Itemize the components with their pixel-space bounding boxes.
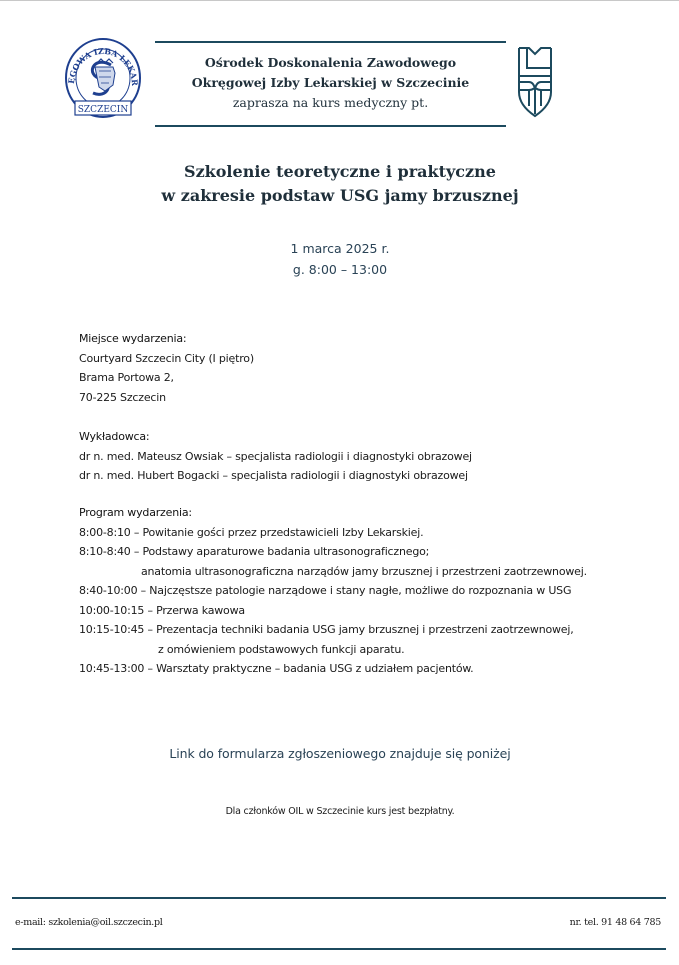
program-item-text: Najczęstsze patologie narządowe i stany nagłe, możliwe do rozpoznania w USG (149, 584, 572, 597)
program-item (79, 581, 639, 601)
event-date-block (200, 238, 480, 280)
program-section (79, 503, 639, 679)
footer-phone: nr. tel. 91 48 64 785 (569, 917, 661, 928)
header-line-invitation: zaprasza na kurs medyczny pt. (232, 95, 429, 110)
free-for-members-note: Dla członków OIL w Szczecinie kurs jest bezpłatny. (225, 806, 455, 817)
lecturer-section (79, 427, 472, 486)
program-item-time: 8:40-10:00 (79, 584, 138, 597)
program-heading: Program wydarzenia: (79, 506, 192, 519)
lecturer-line: dr n. med. Hubert Bogacki – specjalista radiologii i diagnostyki obrazowej (79, 469, 468, 482)
program-item (79, 523, 639, 543)
header-text (155, 53, 506, 113)
footer-top-rule (12, 897, 666, 899)
event-time: g. 8:00 – 13:00 (292, 262, 388, 277)
location-heading: Miejsce wydarzenia: (79, 332, 187, 345)
shield-book-emblem-icon (517, 44, 553, 118)
location-line: Courtyard Szczecin City (I piętro) (79, 351, 254, 365)
program-item-text: Przerwa kawowa (156, 603, 245, 617)
header-top-rule (155, 41, 506, 43)
course-title-line-2: w zakresie podstaw USG jamy brzusznej (161, 186, 519, 205)
program-separator: – (147, 623, 153, 636)
program-item-text: Prezentacja techniki badania USG jamy brzusznej i przestrzeni zaotrzewnowej, (156, 623, 574, 636)
program-item-time: 8:10-8:40 (79, 545, 131, 558)
header-bottom-rule (155, 125, 506, 127)
program-item (79, 601, 639, 621)
footer-email[interactable]: e-mail: szkolenia@oil.szczecin.pl (15, 917, 163, 928)
program-item-time: 10:00-10:15 (79, 603, 145, 617)
program-item-text: Powitanie gości przez przedstawicieli Izby Lekarskiej. (142, 525, 424, 539)
program-separator: – (140, 584, 146, 597)
emblem-ring-text: ĘGOWA IZBA LEKAR (65, 45, 141, 87)
program-separator: – (133, 525, 140, 539)
footer-bottom-rule (12, 948, 666, 950)
header-box (155, 41, 506, 128)
page-top-edge (0, 0, 679, 1)
program-item-continuation: anatomia ultrasonograficzna narządów jamy brzusznej i przestrzeni zaotrzewnowej. (141, 564, 587, 578)
program-separator: – (147, 603, 153, 617)
program-item-time: 10:45-13:00 (79, 662, 145, 675)
program-item (79, 620, 639, 640)
program-item-text: Podstawy aparaturowe badania ultrasonograficznego; (142, 545, 430, 558)
program-item (79, 542, 639, 562)
program-item-text: Warsztaty praktyczne – badania USG z udziałem pacjentów. (156, 662, 474, 675)
header-line-institution: Ośrodek Doskonalenia Zawodowego (204, 55, 457, 70)
location-section (79, 329, 254, 407)
course-title (100, 160, 580, 208)
course-title-line-1: Szkolenie teoretyczne i praktyczne (184, 162, 496, 181)
location-line: Brama Portowa 2, (79, 371, 174, 384)
medical-chamber-emblem-icon (63, 37, 143, 123)
location-line: 70-225 Szczecin (79, 390, 166, 404)
program-item (79, 659, 639, 679)
header-line-chamber: Okręgowej Izby Lekarskiej w Szczecinie (191, 75, 470, 90)
program-item-time: 8:00-8:10 (79, 525, 131, 539)
program-item-continuation: z omówieniem podstawowych funkcji aparatu. (158, 642, 405, 656)
lecturer-line: dr n. med. Mateusz Owsiak – specjalista radiologii i diagnostyki obrazowej (79, 449, 472, 463)
registration-form-link-text: Link do formularza zgłoszeniowego znajduje się poniżej (169, 746, 511, 761)
lecturer-heading: Wykładowca: (79, 430, 150, 443)
program-separator: – (133, 545, 140, 558)
event-date: 1 marca 2025 r. (290, 241, 390, 256)
program-separator: – (147, 662, 153, 675)
program-item-time: 10:15-10:45 (79, 623, 145, 636)
emblem-banner-text: SZCZECIN (77, 105, 129, 115)
